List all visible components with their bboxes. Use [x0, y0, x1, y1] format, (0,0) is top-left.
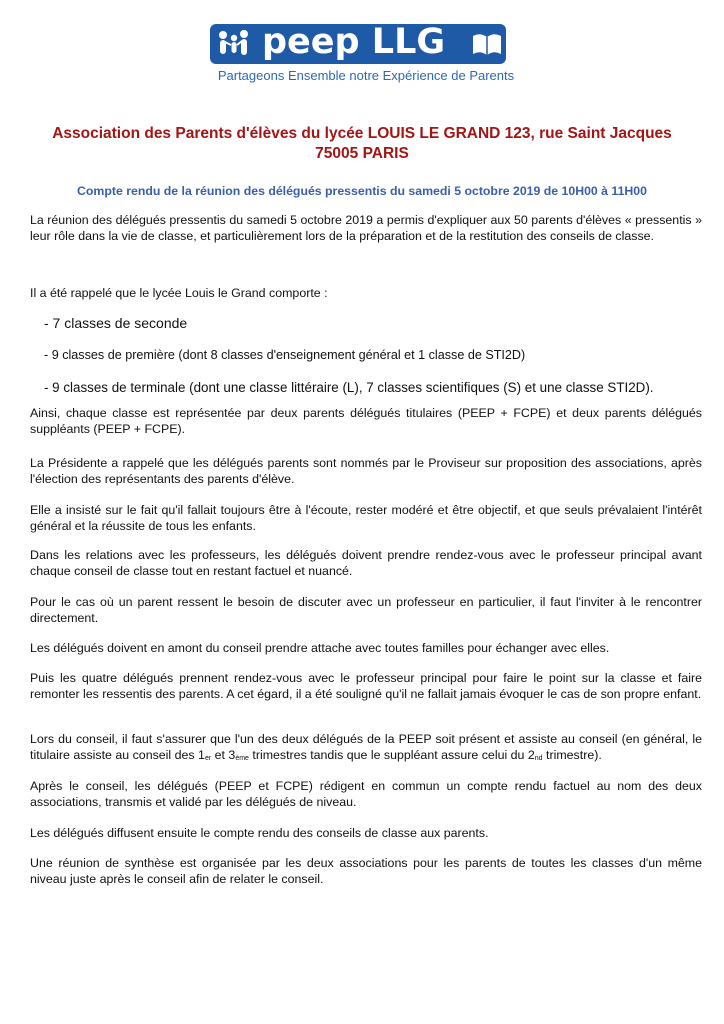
paragraph-representation: Ainsi, chaque classe est représentée par deux parents délégués titulaires (PEEP + FCPE) et deux parents délégués suppléants (PEEP + FCPE).: [30, 406, 702, 436]
logo-tagline: Partageons Ensemble notre Expérience de Parents: [217, 68, 515, 83]
logo-text: peep LLG: [262, 22, 446, 62]
conseil-sup-1: er: [204, 755, 212, 762]
paragraph-synthese: Une réunion de synthèse est organisée par les deux associations pour les parents de toutes les classes d'un même niveau juste après le conseil afin de relater le conseil.: [30, 856, 702, 886]
paragraph-compte-rendu: Après le conseil, les délégués (PEEP et FCPE) rédigent en commun un compte rendu factuel au nom des deux associations, transmis et validé par les délégués de niveau.: [30, 779, 702, 809]
conseil-sup-3: nd: [534, 755, 543, 762]
bullet-premiere: - 9 classes de première (dont 8 classes d'enseignement général et 1 classe de STI2D): [44, 348, 526, 362]
paragraph-familles: Les délégués doivent en amont du conseil prendre attache avec toutes familles pour échanger avec elles.: [30, 641, 610, 655]
paragraph-professeurs: Dans les relations avec les professeurs, les délégués doivent prendre rendez-vous avec le professeur principal avant chaque conseil de classe tout en restant factuel et nuancé.: [30, 548, 702, 578]
open-book-icon: [470, 30, 504, 58]
paragraph-classes-intro: Il a été rappelé que le lycée Louis le Grand comporte :: [30, 286, 328, 300]
conseil-text-4: trimestre).: [542, 748, 602, 762]
paragraph-diffusion: Les délégués diffusent ensuite le compte rendu des conseils de classe aux parents.: [30, 826, 489, 840]
family-figures-icon: [216, 27, 258, 61]
paragraph-ecoute: Elle a insisté sur le fait qu'il fallait toujours être à l'écoute, rester modéré et être objectif, et que seuls prévalaient l'intérêt général et la réussite de tous les enfants.: [30, 503, 702, 533]
document-title: Association des Parents d'élèves du lycée LOUIS LE GRAND 123, rue Saint Jacques 75005 PARIS: [52, 125, 672, 162]
paragraph-intro: La réunion des délégués pressentis du samedi 5 octobre 2019 a permis d'expliquer aux 50 parents d'élèves « pressentis » leur rôle dans la vie de classe, et particulièrement lors de la préparation et de la restitution des conseils de classe.: [30, 213, 702, 243]
paragraph-presidente: La Présidente a rappelé que les délégués parents sont nommés par le Proviseur sur proposition des associations, après l'élection des représentants des parents d'élève.: [30, 456, 702, 486]
logo-banner: [210, 24, 506, 64]
peep-logo: [210, 24, 522, 88]
document-subtitle: Compte rendu de la réunion des délégués pressentis du samedi 5 octobre 2019 de 10H00 à 11H00: [77, 184, 647, 198]
conseil-text-2: et 3: [211, 748, 236, 762]
bullet-terminale: - 9 classes de terminale (dont une classe littéraire (L), 7 classes scientifiques (S) et une classe STI2D).: [44, 380, 654, 395]
bullet-seconde: - 7 classes de seconde: [44, 315, 188, 331]
paragraph-rendez-vous: Puis les quatre délégués prennent rendez-vous avec le professeur principal pour faire le point sur la classe et faire remonter les ressentis des parents. A cet égard, il a été souligné qu'il ne fallait jamais évoquer le cas de son propre enfant.: [30, 671, 702, 701]
conseil-text-3: trimestres tandis que le suppléant assure celui du 2: [248, 748, 535, 762]
paragraph-conseil: [30, 731, 702, 767]
conseil-text-1: Lors du conseil, il faut s'assurer que l'un des deux délégués de la PEEP soit présent et assiste au conseil (en général, le titulaire assiste au conseil des 1: [30, 732, 702, 762]
paragraph-rencontre: Pour le cas où un parent ressent le besoin de discuter avec un professeur en particulier, il faut l'inviter à le rencontrer directement.: [30, 595, 702, 625]
conseil-sup-2: ème: [235, 755, 249, 762]
